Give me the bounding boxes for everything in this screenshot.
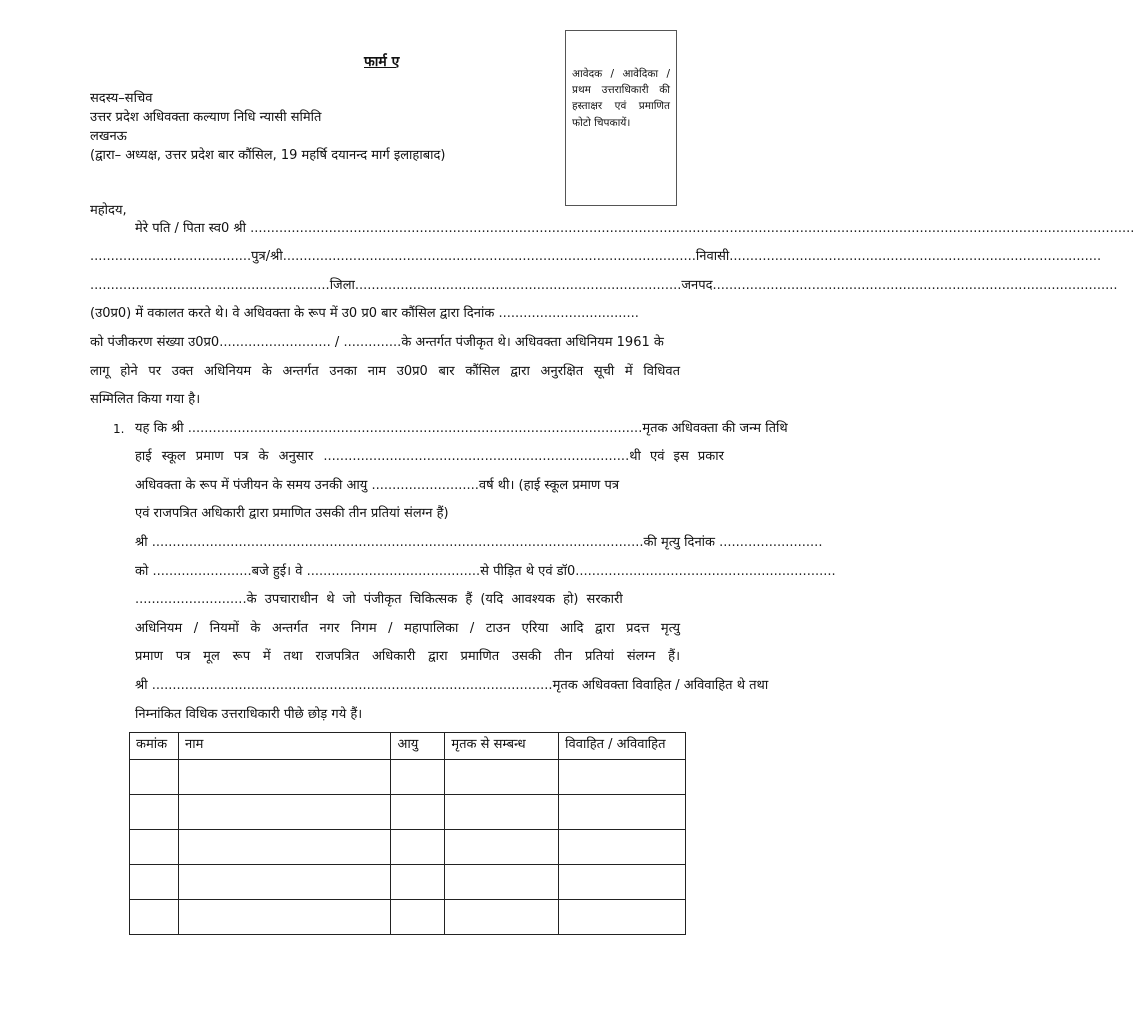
para1-line2 (90, 247, 1102, 267)
item1-line5-a: श्री (135, 535, 152, 550)
item1-line3-b: वर्ष थी। (हाई स्कूल प्रमाण पत्र (478, 478, 620, 493)
para1-line1-text: मेरे पति / पिता स्व0 श्री (135, 221, 251, 236)
item1-line5-b: की मृत्यु दिनांक (643, 535, 720, 550)
para1-line1 (135, 219, 1134, 239)
item1-line6-c: से पीड़ित थे एवं डॉ0 (480, 564, 576, 579)
table-header-row (130, 733, 686, 760)
item1-line1-b: मृतक अधिवक्ता की जन्म तिथि (642, 421, 788, 436)
col-header-marital-status: विवाहित / अविवाहित (559, 733, 686, 760)
item1-line2-b: थी एवं इस प्रकार (629, 449, 724, 464)
table-cell[interactable] (559, 795, 686, 830)
table-cell[interactable] (130, 830, 179, 865)
para1-line4 (90, 304, 680, 324)
fill-dots[interactable]: .......................................................... (90, 278, 330, 293)
fill-dots[interactable]: .................................................................................................. (712, 278, 1118, 293)
fill-dots[interactable]: ...................................................................................................................................................................................................................... (250, 221, 1134, 236)
table-row (130, 865, 686, 900)
address-line-3: लखनऊ (90, 129, 127, 144)
fill-dots[interactable]: .......................................... (306, 564, 481, 579)
item1-line6-a: को (135, 564, 153, 579)
table-cell[interactable] (559, 760, 686, 795)
para1-line3-district: जिला (329, 278, 355, 293)
item1-line10 (135, 676, 769, 696)
table-cell[interactable] (178, 795, 390, 830)
fill-dots[interactable]: ............................................................................... (354, 278, 682, 293)
fill-dots[interactable]: ....................................................................................................................... (151, 535, 644, 550)
fill-dots[interactable]: ....................................... (90, 249, 252, 264)
salutation: महोदय, (90, 203, 127, 218)
para1-line5 (90, 333, 680, 353)
table-cell[interactable] (130, 865, 179, 900)
fill-dots[interactable]: ........................ (152, 564, 252, 579)
item1-line11: निम्नांकित विधिक उत्तराधिकारी पीछे छोड़ गये हैं। (135, 707, 363, 722)
table-cell[interactable] (445, 900, 559, 935)
fill-dots[interactable]: .......................................................................... (323, 449, 630, 464)
table-cell[interactable] (391, 795, 445, 830)
address-line-4: (द्वारा– अध्यक्ष, उत्तर प्रदेश बार कौंसिल, 19 महर्षि दयानन्द मार्ग इलाहाबाद) (90, 148, 446, 163)
para1-line5-slash: / (330, 335, 344, 350)
para1-line4-text: (उ0प्र0) में वकालत करते थे। वे अधिवक्ता के रूप में उ0 प्र0 बार कौंसिल द्वारा दिनांक (90, 306, 499, 321)
table-cell[interactable] (391, 865, 445, 900)
table-row (130, 900, 686, 935)
item-1-number: 1. (113, 422, 125, 436)
fill-dots[interactable]: ........................... (219, 335, 331, 350)
para1-line5-reg: को पंजीकरण संख्या उ0प्र0 (90, 335, 220, 350)
table-row (130, 830, 686, 865)
form-title: फार्म ए (364, 54, 400, 70)
para1-line2-son-of: पुत्र/श्री (251, 249, 283, 264)
table-row (130, 760, 686, 795)
fill-dots[interactable]: ........................... (135, 592, 247, 607)
item1-line3-a: अधिवक्ता के रूप में पंजीयन के समय उनकी आयु (135, 478, 372, 493)
heirs-table (129, 732, 686, 935)
para1-line3-janpad: जनपद (681, 278, 713, 293)
table-cell[interactable] (445, 795, 559, 830)
address-line-2: उत्तर प्रदेश अधिवक्ता कल्याण निधि न्यासी समिति (90, 110, 322, 125)
table-cell[interactable] (391, 900, 445, 935)
item1-line7-a: के उपचाराधीन थे जो पंजीकृत चिकित्सक हैं (यदि आवश्यक हो) सरकारी (246, 592, 623, 607)
table-cell[interactable] (445, 760, 559, 795)
fill-dots[interactable]: .............................................................................................................. (187, 421, 643, 436)
table-cell[interactable] (559, 865, 686, 900)
col-header-serial: कमांक (130, 733, 179, 760)
table-cell[interactable] (130, 760, 179, 795)
fill-dots[interactable]: .................................................................................................... (282, 249, 696, 264)
col-header-age: आयु (391, 733, 445, 760)
item1-line6 (135, 562, 836, 582)
table-cell[interactable] (559, 830, 686, 865)
item1-line10-b: मृतक अधिवक्ता विवाहित / अविवाहित थे तथा (552, 678, 769, 693)
fill-dots[interactable]: .............. (343, 335, 402, 350)
table-cell[interactable] (391, 830, 445, 865)
table-cell[interactable] (391, 760, 445, 795)
fill-dots[interactable]: ................................................................................................. (151, 678, 553, 693)
fill-dots[interactable]: .......................................................................................... (729, 249, 1102, 264)
item1-line9: प्रमाण पत्र मूल रूप में तथा राजपत्रित अधिकारी द्वारा प्रमाणित उसकी तीन प्रतियां संलग्न हैं। (135, 649, 680, 664)
photo-box-instruction: आवेदक / आवेदिका / प्रथम उत्तराधिकारी की हस्ताक्षर एवं प्रमाणित फोटो चिपकायें। (572, 68, 670, 129)
table-cell[interactable] (178, 760, 390, 795)
para1-line6: लागू होने पर उक्त अधिनियम के अन्तर्गत उनका नाम उ0प्र0 बार कौंसिल द्वारा अनुरक्षित सूची में विधिवत (90, 364, 680, 379)
table-cell[interactable] (445, 830, 559, 865)
fill-dots[interactable]: ............................................................... (575, 564, 836, 579)
item1-line7 (135, 590, 680, 610)
item1-line8: अधिनियम / नियमों के अन्तर्गत नगर निगम / महापालिका / टाउन एरिया आदि द्वारा प्रदत्त मृत्यु (135, 621, 680, 636)
address-line-1: सदस्य–सचिव (90, 91, 153, 106)
item1-line3 (135, 476, 680, 496)
item1-line10-a: श्री (135, 678, 152, 693)
table-cell[interactable] (445, 865, 559, 900)
item1-line5 (135, 533, 823, 553)
fill-dots[interactable]: ......................... (719, 535, 823, 550)
table-row (130, 795, 686, 830)
table-cell[interactable] (130, 795, 179, 830)
col-header-relation: मृतक से सम्बन्ध (445, 733, 559, 760)
table-cell[interactable] (559, 900, 686, 935)
item1-line1-a: यह कि श्री (135, 421, 188, 436)
fill-dots[interactable]: .......................... (371, 478, 479, 493)
item1-line4: एवं राजपत्रित अधिकारी द्वारा प्रमाणित उसकी तीन प्रतियां संलग्न हैं) (135, 506, 449, 521)
para1-line5-under: के अन्तर्गत पंजीकृत थे। अधिवक्ता अधिनियम 1961 के (401, 335, 664, 350)
para1-line2-resident: निवासी (695, 249, 730, 264)
table-cell[interactable] (130, 900, 179, 935)
item1-line6-b: बजे हुई। वे (251, 564, 307, 579)
col-header-name: नाम (178, 733, 390, 760)
para1-line7: सम्मिलित किया गया है। (90, 392, 201, 407)
item1-line2-a: हाई स्कूल प्रमाण पत्र के अनुसार (135, 449, 324, 464)
table-cell[interactable] (178, 900, 390, 935)
table-cell[interactable] (178, 830, 390, 865)
para1-line3 (90, 276, 1118, 296)
item1-line2 (135, 447, 724, 467)
table-cell[interactable] (178, 865, 390, 900)
fill-dots[interactable]: .................................. (498, 306, 639, 321)
item1-line1 (135, 419, 788, 439)
